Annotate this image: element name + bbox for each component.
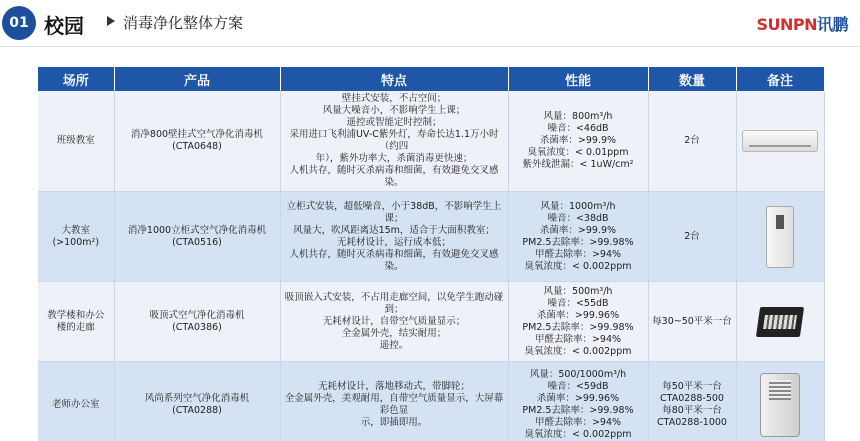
performance-line: 噪音：<46dB	[547, 123, 609, 134]
header-divider	[0, 46, 860, 47]
feature-line: 无耗材设计，自带空气质量显示；	[322, 315, 466, 327]
performance-line: 紫外线泄漏：< 1uW/cm²	[522, 159, 634, 170]
feature-line: 立柜式安装，超低噪音，小于38dB，不影响学生上课；	[286, 200, 502, 224]
product-line: 吸顶式空气净化消毒机	[149, 309, 245, 321]
section-title: 校园	[44, 14, 84, 38]
arrow-right-icon	[107, 16, 115, 26]
performance-line: 臭氧浓度：< 0.002ppm	[524, 345, 632, 357]
feature-line: 全金属外壳，结实耐用；	[341, 327, 447, 339]
quantity-cell	[648, 282, 736, 362]
feature-line: 人机共存，随时灭杀病毒和细菌，有效避免交叉感染。	[289, 248, 499, 272]
quantity-cell	[648, 362, 736, 441]
performance-line: 杀菌率：>99.9%	[539, 135, 617, 146]
page-subtitle: 消毒净化整体方案	[123, 14, 244, 32]
product-cell	[114, 192, 280, 282]
product-line: (CTA0288)	[172, 404, 222, 416]
quantity-line: 每80平米一台	[662, 404, 722, 416]
wall-mounted-purifier-icon	[742, 130, 818, 152]
product-cell	[114, 282, 280, 362]
performance-line: 风量：800m³/h	[543, 111, 613, 122]
quantity-line: CTA0288-1000	[657, 416, 727, 428]
place-cell: 大教室 (>100m²)	[38, 192, 114, 282]
table-row	[38, 192, 824, 282]
cabinet-purifier-icon	[766, 206, 794, 268]
table-row	[38, 91, 824, 192]
performance-line: 风量：1000m³/h	[540, 200, 616, 212]
product-line: (CTA0386)	[172, 321, 222, 333]
column-header-quantity: 数量	[648, 67, 736, 91]
feature-line: 年），紫外功率大，杀菌消毒更快速；	[315, 153, 473, 164]
feature-line: 风量大噪音小，不影响学生上课；	[322, 105, 466, 116]
performance-line: 噪音：<38dB	[547, 212, 609, 224]
performance-line: 甲醛去除率：>94%	[534, 248, 622, 260]
performance-line: 杀菌率：>99.96%	[536, 309, 620, 321]
place-cell: 班级教室	[38, 91, 114, 192]
performance-line: PM2.5去除率：>99.98%	[522, 321, 634, 333]
feature-line: 示，即插即用。	[360, 416, 428, 428]
performance-line: 甲醛去除率：>94%	[534, 333, 622, 345]
remarks-cell	[736, 362, 824, 441]
table-row	[38, 362, 824, 441]
performance-cell	[508, 91, 648, 192]
performance-line: 臭氧浓度：< 0.01ppm	[527, 147, 629, 158]
features-cell	[280, 362, 508, 441]
product-line: 消净800壁挂式空气净化消毒机	[130, 129, 264, 140]
solution-table	[38, 67, 825, 441]
product-line: 消净1000立柜式空气净化消毒机	[127, 224, 267, 236]
brand-logo	[756, 12, 848, 35]
feature-line: 风量大，吹风距离达15m，适合于大面积教室；	[293, 224, 495, 236]
performance-line: 风量：500/1000m³/h	[529, 368, 627, 380]
feature-line: 吸顶嵌入式安装，不占用走廊空间，以免学生跑动碰到；	[284, 291, 504, 315]
column-header-performance: 性能	[508, 67, 648, 91]
column-header-remarks: 备注	[736, 67, 824, 91]
feature-line: 遥控或智能定时控制；	[346, 117, 442, 128]
feature-line: 全金属外壳，美观耐用，自带空气质量显示，大屏幕彩色显	[284, 392, 504, 416]
performance-line: 杀菌率：>99.96%	[536, 392, 620, 404]
section-number-badge: 01	[2, 6, 36, 40]
remarks-cell	[736, 91, 824, 192]
column-header-place: 场所	[38, 67, 114, 91]
quantity-cell	[648, 91, 736, 192]
feature-line: 人机共存，随时灭杀病毒和细菌，有效避免交叉感染。	[289, 165, 499, 188]
ceiling-purifier-icon	[756, 307, 804, 337]
features-cell	[280, 91, 508, 192]
feature-line: 壁挂式安装，不占空间；	[341, 93, 447, 104]
remarks-cell	[736, 192, 824, 282]
product-cell	[114, 362, 280, 441]
performance-line: 噪音：<59dB	[547, 380, 609, 392]
feature-line: 无耗材设计，运行成本低；	[336, 236, 451, 248]
column-header-product: 产品	[114, 67, 280, 91]
performance-cell	[508, 282, 648, 362]
features-cell	[280, 192, 508, 282]
remarks-cell	[736, 282, 824, 362]
feature-line: 无耗材设计，落地移动式，带脚轮；	[317, 380, 470, 392]
logo-text-latin: SUNPN	[756, 15, 817, 34]
quantity-line: 2台	[684, 230, 700, 242]
performance-line: PM2.5去除率：>99.98%	[522, 404, 634, 416]
performance-line: 甲醛去除率：>94%	[534, 416, 622, 428]
quantity-cell	[648, 192, 736, 282]
column-header-features: 特点	[280, 67, 508, 91]
feature-line: 采用进口飞利浦UV-C紫外灯，寿命长达1.1万小时（约四	[289, 129, 499, 152]
product-cell	[114, 91, 280, 192]
performance-line: 风量：500m³/h	[543, 285, 613, 297]
features-cell	[280, 282, 508, 362]
performance-line: 臭氧浓度：< 0.002ppm	[524, 428, 632, 440]
table-row	[38, 282, 824, 362]
place-cell: 教学楼和办公 楼的走廊	[38, 282, 114, 362]
quantity-line: CTA0288-500	[660, 392, 724, 404]
standing-purifier-icon	[760, 373, 800, 437]
performance-line: 臭氧浓度：< 0.002ppm	[524, 260, 632, 272]
product-line: (CTA0516)	[172, 236, 222, 248]
performance-cell	[508, 362, 648, 441]
product-line: 风尚系列空气净化消毒机	[144, 392, 250, 404]
page-header	[0, 0, 860, 48]
quantity-line: 每30~50平米一台	[652, 315, 732, 327]
product-line: (CTA0648)	[172, 141, 222, 152]
performance-cell	[508, 192, 648, 282]
logo-text-cn: 讯鹏	[816, 15, 848, 34]
quantity-line: 2台	[684, 135, 700, 146]
table-header-row	[38, 67, 824, 91]
performance-line: PM2.5去除率：>99.98%	[522, 236, 634, 248]
quantity-line: 每50平米一台	[662, 380, 722, 392]
performance-line: 噪音：<55dB	[547, 297, 609, 309]
place-cell: 老师办公室	[38, 362, 114, 441]
performance-line: 杀菌率：>99.9%	[539, 224, 617, 236]
feature-line: 遥控。	[379, 339, 409, 351]
